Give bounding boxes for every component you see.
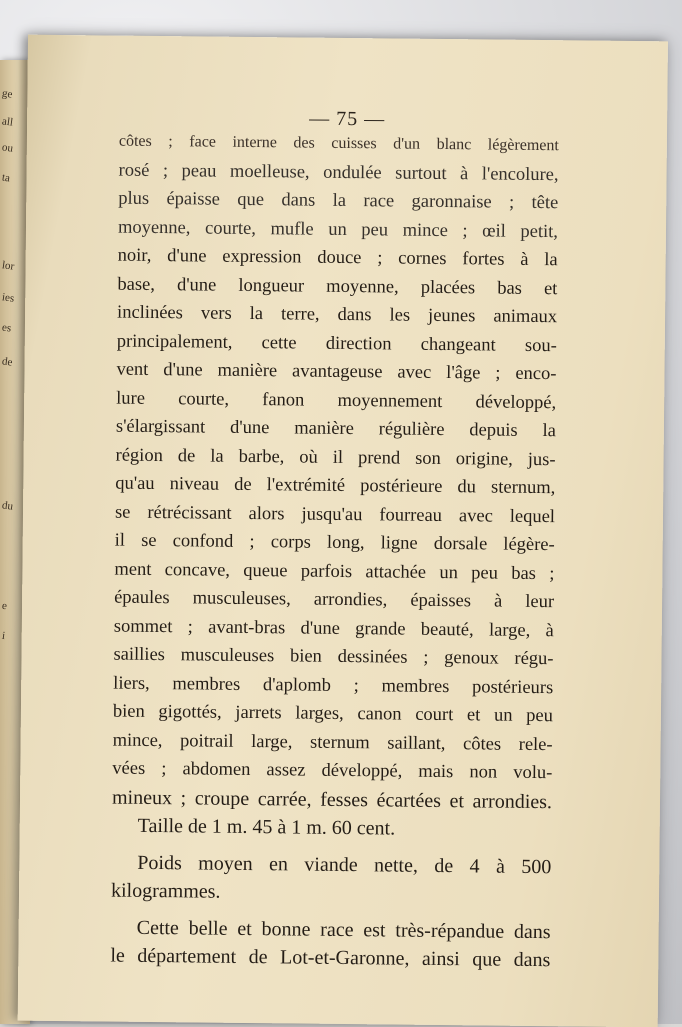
page-number: — 75 — — [309, 107, 386, 131]
text-line: mince, poitrail large, sternum saillant, côtes rele- — [112, 730, 553, 755]
prev-page-fragment: ou — [1, 141, 14, 155]
prev-page-fragment: i — [1, 629, 6, 643]
text-line: il se confond ; corps long, ligne dorsale légère- — [114, 530, 555, 556]
text-line: saillies musculeuses bien dessinées ; genoux régu- — [113, 644, 554, 670]
text-line: mineux ; croupe carrée, fesses écartées et arrondies. — [111, 786, 553, 813]
text-line: se rétrécissant alors jusqu'au fourreau avec lequel — [114, 502, 556, 527]
prev-page-fragment: ta — [1, 171, 11, 185]
text-line: moyenne, courte, mufle un peu mince ; œil petit, — [117, 217, 559, 242]
text-line: plus épaisse que dans la race garonnaise ; tête — [118, 188, 559, 214]
text-line: région de la barbe, où il prend son origine, jus- — [115, 445, 556, 470]
taille-line: Taille de 1 m. 45 à 1 m. 60 cent. — [137, 814, 396, 840]
prev-page-fragment: lor — [1, 259, 16, 273]
text-line: principalement, cette direction changeant sou- — [116, 331, 557, 356]
text-line: base, d'une longueur moyenne, placées bas et — [117, 274, 558, 299]
text-line: liers, membres d'aplomb ; membres postérieurs — [113, 673, 554, 698]
prev-page-fragment: es — [1, 321, 12, 335]
text-line: bien gigottés, jarrets larges, canon court et un peu — [112, 701, 554, 727]
text-line: ment concave, queue parfois attachée un peu bas ; — [114, 559, 555, 584]
text-line: sommet ; avant-bras d'une grande beauté, large, à — [113, 616, 554, 641]
poids-line: Poids moyen en viande nette, de 4 à 500 — [137, 851, 552, 878]
text-line: rosé ; peau moelleuse, ondulée surtout à l'encolure, — [118, 160, 559, 185]
text-line: s'élargissant d'une manière régulière depuis la — [115, 416, 556, 442]
text-line: épaules musculeuses, arrondies, épaisses à leur — [114, 587, 555, 613]
text-line: inclinées vers la terre, dans les jeunes animaux — [117, 302, 558, 328]
text-line: noir, d'une expression douce ; cornes fortes à la — [117, 245, 558, 271]
prev-page-fragment: du — [1, 499, 14, 513]
race-line: le département de Lot-et-Garonne, ainsi que dans — [110, 944, 551, 972]
text-line: côtes ; face interne des cuisses d'un blanc légèrement — [118, 132, 559, 155]
prev-page-fragment: de — [1, 355, 14, 369]
prev-page-fragment: ies — [1, 291, 16, 305]
prev-page-fragment: ge — [1, 87, 14, 101]
page-text — [110, 128, 559, 975]
race-line: Cette belle et bonne race est très-répandue dans — [136, 916, 551, 943]
poids-line: kilogrammes. — [110, 879, 221, 903]
book-page — [18, 35, 668, 1027]
text-line: vent d'une manière avantageuse avec l'âge ; enco- — [116, 359, 557, 385]
text-line: lure courte, fanon moyennement développé, — [116, 388, 557, 413]
prev-page-fragment: all — [1, 115, 14, 129]
text-line: qu'au niveau de l'extrémité postérieure du sternum, — [115, 473, 556, 499]
text-line: vées ; abdomen assez développé, mais non volu- — [112, 758, 553, 784]
prev-page-fragment: e — [1, 599, 8, 613]
